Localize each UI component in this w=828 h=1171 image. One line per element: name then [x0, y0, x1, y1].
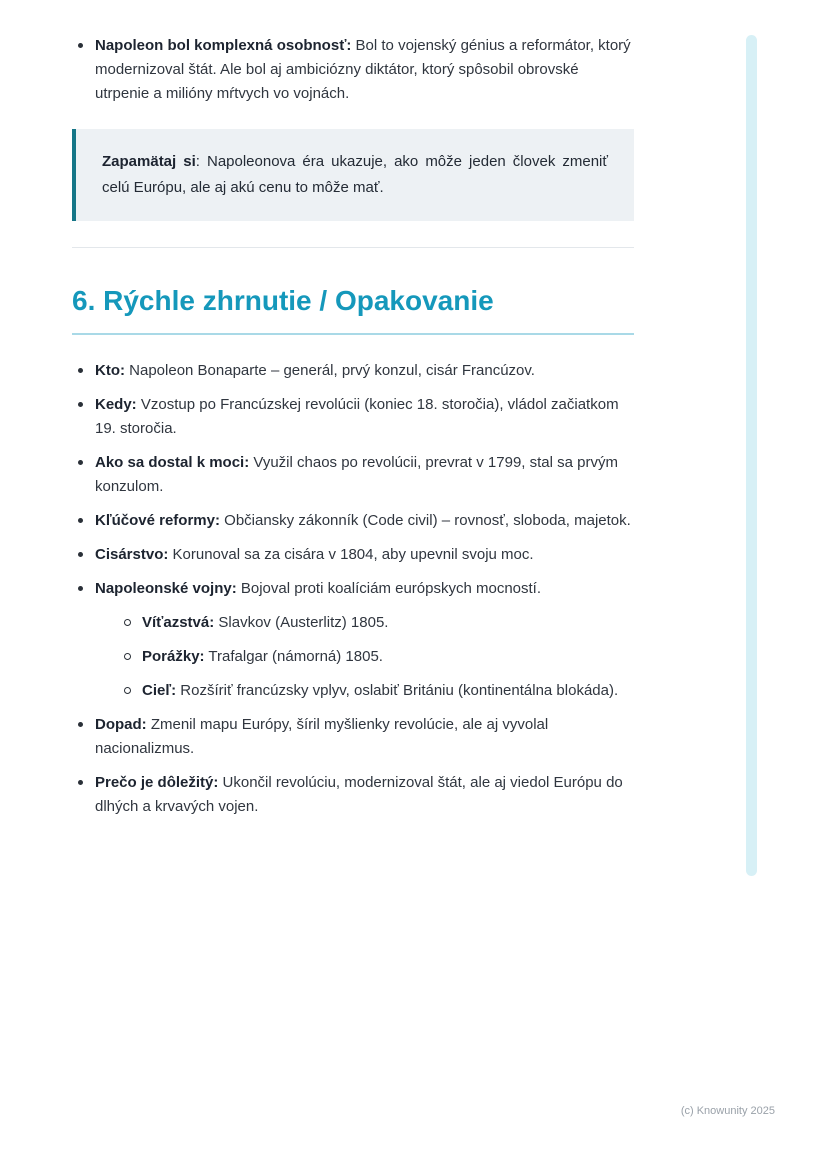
list-item — [72, 543, 634, 567]
list-item-text: Ukončil revolúciu, modernizoval štát, ale aj viedol Európu do dlhých a krvavých vojen. — [95, 774, 623, 815]
list-item — [72, 451, 634, 499]
callout-text — [102, 149, 608, 201]
list-item-lead: Napoleonské vojny: — [95, 580, 237, 597]
list-item-lead: Cisárstvo: — [95, 546, 169, 563]
list-item — [72, 713, 634, 761]
list-item-lead: Cieľ: — [142, 682, 177, 699]
summary-list — [72, 359, 634, 819]
list-item-lead: Dopad: — [95, 716, 147, 733]
list-item — [72, 34, 634, 106]
sub-list-item — [122, 645, 634, 669]
list-item-text: Trafalgar (námorná) 1805. — [204, 648, 383, 665]
list-item-lead: Kľúčové reformy: — [95, 512, 220, 529]
list-item-text: Občiansky zákonník (Code civil) – rovnosť, sloboda, majetok. — [219, 512, 631, 529]
list-item-lead: Porážky: — [142, 648, 205, 665]
list-item-lead: Napoleon bol komplexná osobnosť: — [95, 37, 352, 54]
list-item-lead: Ako sa dostal k moci: — [95, 454, 250, 471]
list-item — [72, 393, 634, 441]
list-item-text: Korunoval sa za cisára v 1804, aby upevnil svoju moc. — [168, 546, 534, 563]
callout-body: : Napoleonova éra ukazuje, ako môže jeden človek zmeniť celú Európu, ale aj akú cenu to môže mať. — [102, 153, 609, 196]
list-item-text: Bol to vojenský génius a reformátor, ktorý modernizoval štát. Ale bol aj ambiciózny diktátor, ktorý spôsobil obrovské utrpenie a milióny mŕtvych vo vojnách. — [95, 37, 631, 102]
list-item-lead: Prečo je dôležitý: — [95, 774, 219, 791]
sub-list-item — [122, 611, 634, 635]
sub-list-item — [122, 679, 634, 703]
page-content — [72, 34, 634, 829]
list-item-text: Zmenil mapu Európy, šíril myšlienky revolúcie, ale aj vyvolal nacionalizmus. — [95, 716, 549, 757]
sub-list — [122, 611, 634, 703]
section-heading: 6. Rýchle zhrnutie / Opakovanie — [72, 284, 634, 335]
list-item-lead: Kto: — [95, 362, 125, 379]
callout-box — [72, 129, 634, 221]
list-item-text: Rozšíriť francúzsky vplyv, oslabiť Britániu (kontinentálna blokáda). — [176, 682, 619, 699]
list-item-text: Bojoval proti koalíciám európskych mocností. — [236, 580, 542, 597]
divider — [72, 247, 634, 248]
footer-credit: (c) Knowunity 2025 — [680, 1105, 775, 1117]
intro-bullet-list — [72, 34, 634, 106]
list-item-lead: Víťazstvá: — [142, 614, 215, 631]
list-item-text: Vzostup po Francúzskej revolúcii (koniec 18. storočia), vládol začiatkom 19. storočia. — [95, 396, 619, 437]
scrollbar-thumb[interactable] — [746, 35, 757, 876]
list-item — [72, 359, 634, 383]
list-item-text: Napoleon Bonaparte – generál, prvý konzul, cisár Francúzov. — [125, 362, 535, 379]
list-item — [72, 577, 634, 703]
list-item-text: Slavkov (Austerlitz) 1805. — [214, 614, 389, 631]
list-item — [72, 509, 634, 533]
callout-lead: Zapamätaj si — [102, 153, 196, 170]
list-item-lead: Kedy: — [95, 396, 137, 413]
list-item — [72, 771, 634, 819]
list-item-text: Využil chaos po revolúcii, prevrat v 1799, stal sa prvým konzulom. — [95, 454, 618, 495]
